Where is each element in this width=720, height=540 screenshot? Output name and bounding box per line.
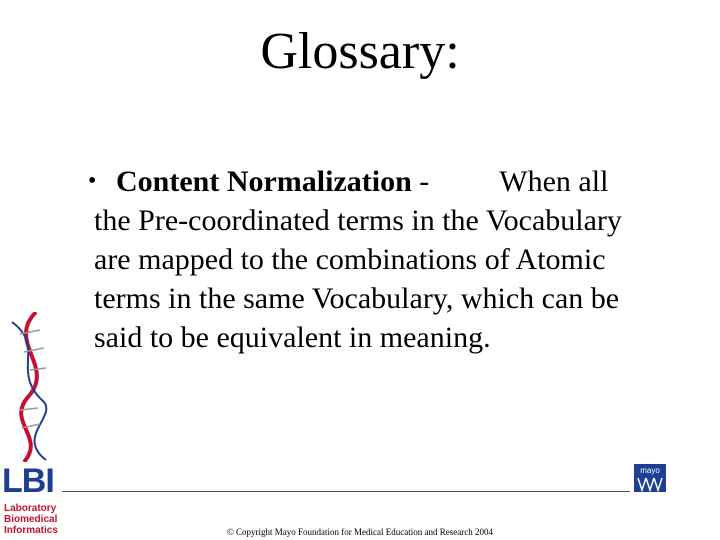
glossary-term: Content Normalization — [116, 165, 412, 198]
lbi-line-1: Laboratory — [4, 503, 57, 514]
definition-line-4: terms in the same Vocabulary, which can be — [94, 282, 620, 315]
bullet-dot-icon: • — [88, 168, 97, 194]
definition-line-3: are mapped to the combinations of Atomic — [94, 243, 606, 276]
term-separator: - — [411, 165, 430, 198]
footer-divider — [62, 491, 630, 492]
svg-text:mayo: mayo — [640, 466, 660, 475]
dna-helix-icon — [6, 312, 62, 462]
copyright-notice: © Copyright Mayo Foundation for Medical Education and Research 2004 — [226, 527, 494, 537]
lbi-line-3: Informatics — [4, 525, 58, 536]
mayo-logo-icon — [634, 464, 666, 492]
definition-line-1: When all — [499, 165, 609, 198]
bullet-line-1 — [116, 162, 676, 201]
slide-title: Glossary: — [260, 23, 460, 80]
definition-line-2: the Pre-coordinated terms in the Vocabulary — [94, 204, 622, 237]
glossary-bullet — [88, 162, 676, 357]
lbi-logo-letters: LBI — [2, 462, 54, 500]
lbi-line-2: Biomedical — [4, 514, 58, 525]
definition-line-5: said to be equivalent in meaning. — [94, 321, 491, 354]
